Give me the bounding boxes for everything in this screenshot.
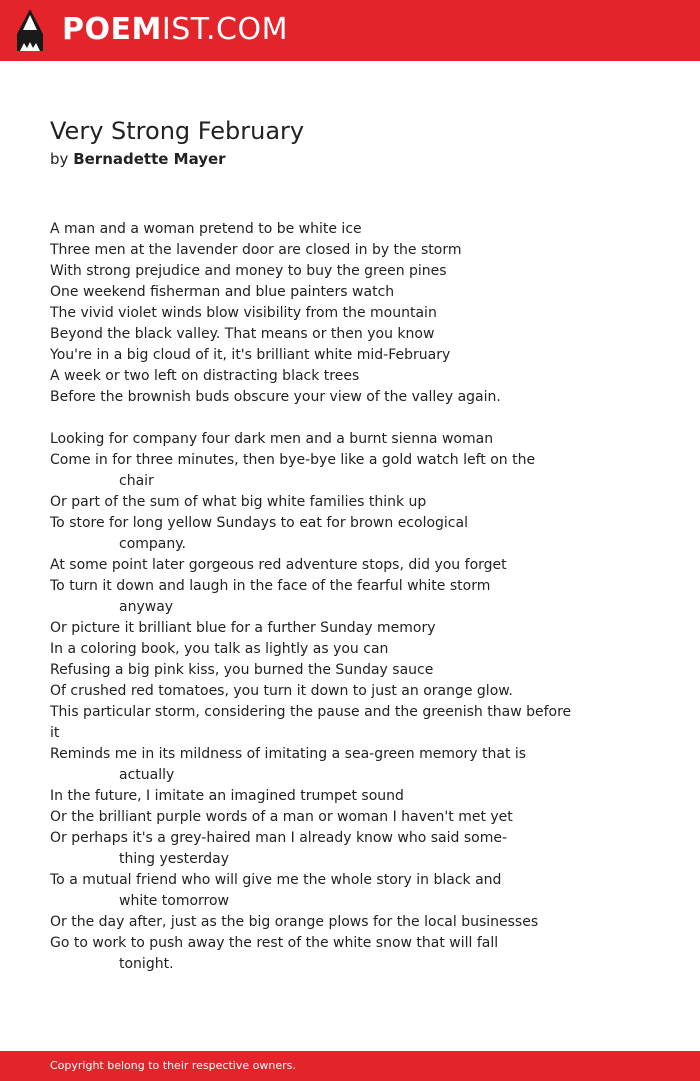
- poem-line-wrap: it: [50, 725, 60, 741]
- poem-line: This particular storm, considering the pause and the greenish thaw before: [50, 704, 572, 720]
- stanza-break: [50, 408, 570, 429]
- poem-line: Go to work to push away the rest of the white snow that will fall: [50, 935, 499, 951]
- poem-line: Or the brilliant purple words of a man or woman I haven't met yet: [50, 809, 513, 825]
- copyright-notice: Copyright belong to their respective owners.: [50, 1059, 296, 1072]
- poem-line: In the future, I imitate an imagined trumpet sound: [50, 788, 404, 804]
- poem-line-continuation: white tomorrow: [119, 893, 229, 909]
- poem-line-continuation: thing yesterday: [119, 851, 230, 867]
- site-logo[interactable]: [62, 11, 288, 49]
- poem-line: To turn it down and laugh in the face of the fearful white storm: [50, 578, 491, 594]
- poem-line: Or picture it brilliant blue for a further Sunday memory: [50, 620, 436, 636]
- poem-line: Or perhaps it's a grey-haired man I already know who said some-: [50, 830, 507, 846]
- poem-line: Before the brownish buds obscure your view of the valley again.: [50, 389, 501, 405]
- logo-bold-text: POEM: [62, 12, 162, 47]
- poem-line: You're in a big cloud of it, it's brilliant white mid-February: [50, 347, 451, 363]
- poem-line: Beyond the black valley. That means or then you know: [50, 326, 435, 342]
- poem-title: Very Strong February: [50, 117, 305, 145]
- poem-line: At some point later gorgeous red adventure stops, did you forget: [50, 557, 507, 573]
- poem-line: Come in for three minutes, then bye-bye like a gold watch left on the: [50, 452, 536, 468]
- poem-line: In a coloring book, you talk as lightly as you can: [50, 641, 389, 657]
- poem-line: Reminds me in its mildness of imitating a sea-green memory that is: [50, 746, 527, 762]
- poem-line-continuation: actually: [119, 767, 175, 783]
- by-label: by: [50, 150, 69, 168]
- poem-line: Or part of the sum of what big white families think up: [50, 494, 427, 510]
- poem-line-continuation: chair: [119, 473, 154, 489]
- poem-line: With strong prejudice and money to buy the green pines: [50, 263, 447, 279]
- poem-line: To store for long yellow Sundays to eat for brown ecological: [50, 515, 468, 531]
- poem-line: A week or two left on distracting black trees: [50, 368, 360, 384]
- pencil-icon: [17, 9, 43, 51]
- site-header: [0, 0, 700, 61]
- site-footer: [0, 1051, 700, 1081]
- poem-line: Looking for company four dark men and a burnt sienna woman: [50, 431, 494, 447]
- poem-line: To a mutual friend who will give me the whole story in black and: [50, 872, 502, 888]
- poem-line: The vivid violet winds blow visibility from the mountain: [50, 305, 437, 321]
- poem-line: Three men at the lavender door are closed in by the storm: [50, 242, 462, 258]
- poem-line: One weekend fisherman and blue painters watch: [50, 284, 395, 300]
- poem-line-continuation: company.: [119, 536, 186, 552]
- poem-line-continuation: tonight.: [119, 956, 174, 972]
- logo-light-text: IST.COM: [161, 12, 288, 47]
- poem-body: [50, 219, 570, 975]
- author-name: Bernadette Mayer: [73, 150, 226, 168]
- poem-line: Refusing a big pink kiss, you burned the Sunday sauce: [50, 662, 434, 678]
- poem-line: Of crushed red tomatoes, you turn it down to just an orange glow.: [50, 683, 513, 699]
- poem-line-continuation: anyway: [119, 599, 174, 615]
- poem-line: Or the day after, just as the big orange plows for the local businesses: [50, 914, 539, 930]
- poem-line: A man and a woman pretend to be white ice: [50, 221, 362, 237]
- byline: [50, 149, 226, 169]
